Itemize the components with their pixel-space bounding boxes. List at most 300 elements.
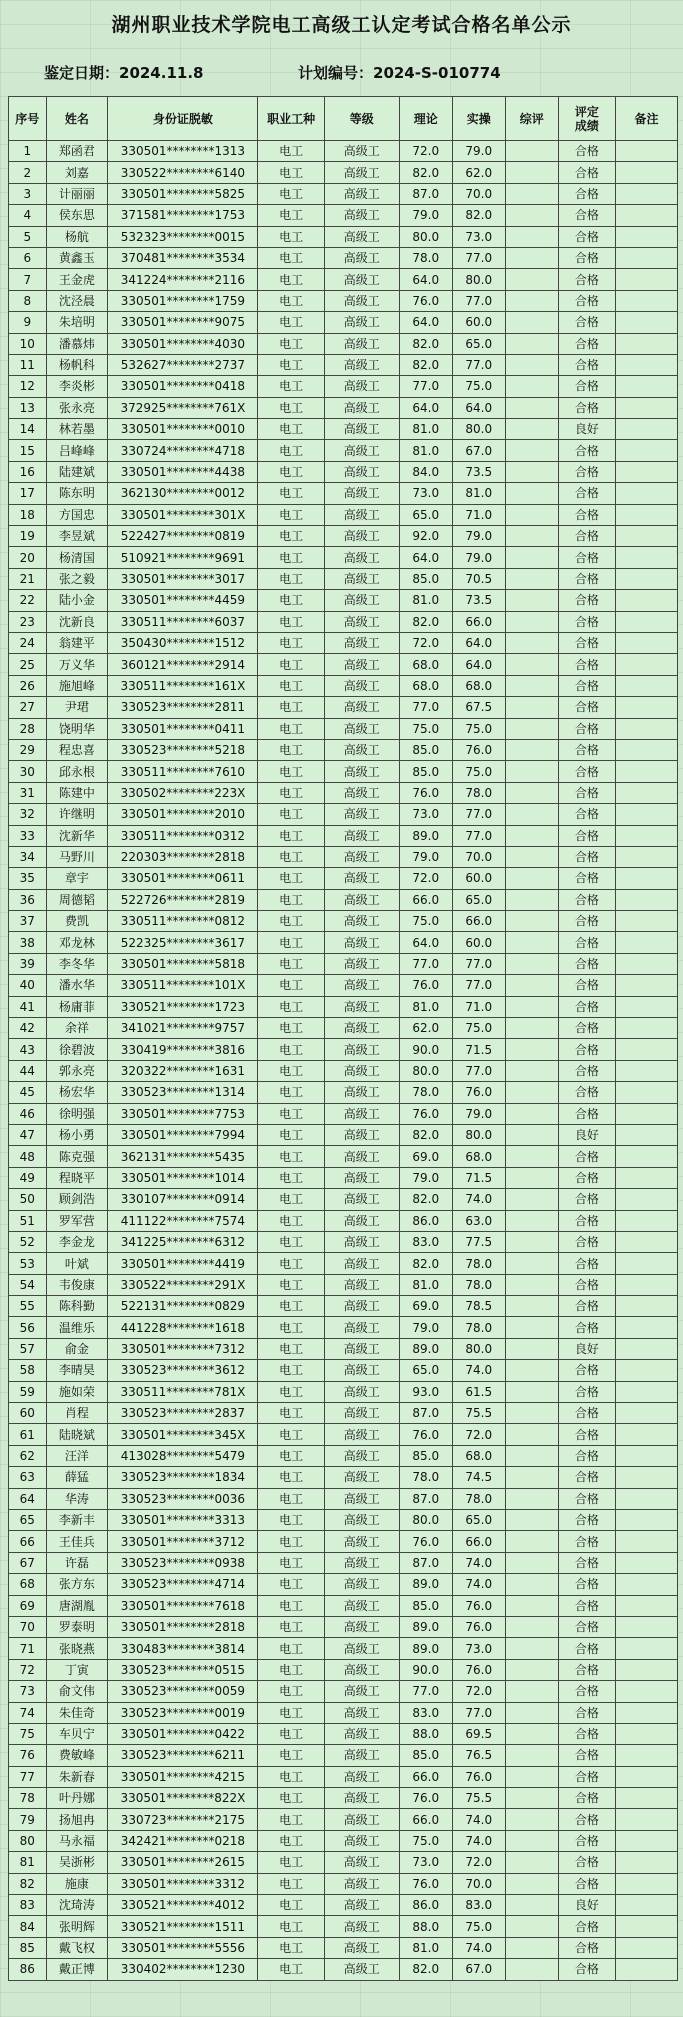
cell-note[interactable] bbox=[616, 1124, 678, 1145]
cell-level[interactable]: 高级工 bbox=[324, 975, 399, 996]
cell-name[interactable]: 许磊 bbox=[46, 1552, 108, 1573]
cell-idx[interactable]: 13 bbox=[9, 397, 47, 418]
cell-comprehensive[interactable] bbox=[505, 1895, 558, 1916]
cell-theory[interactable]: 73.0 bbox=[399, 483, 452, 504]
cell-name[interactable]: 韦俊康 bbox=[46, 1274, 108, 1295]
cell-name[interactable]: 陆晓斌 bbox=[46, 1424, 108, 1445]
cell-level[interactable]: 高级工 bbox=[324, 1039, 399, 1060]
cell-level[interactable]: 高级工 bbox=[324, 312, 399, 333]
cell-id[interactable]: 330523********1834 bbox=[108, 1467, 258, 1488]
cell-id[interactable]: 320322********1631 bbox=[108, 1060, 258, 1081]
cell-name[interactable]: 薛猛 bbox=[46, 1467, 108, 1488]
cell-theory[interactable]: 80.0 bbox=[399, 1060, 452, 1081]
cell-practice[interactable]: 66.0 bbox=[452, 911, 505, 932]
cell-note[interactable] bbox=[616, 675, 678, 696]
cell-comprehensive[interactable] bbox=[505, 718, 558, 739]
cell-name[interactable]: 郑函君 bbox=[46, 141, 108, 162]
cell-job[interactable]: 电工 bbox=[258, 911, 324, 932]
cell-name[interactable]: 张永亮 bbox=[46, 397, 108, 418]
cell-job[interactable]: 电工 bbox=[258, 953, 324, 974]
cell-id[interactable]: 370481********3534 bbox=[108, 247, 258, 268]
cell-idx[interactable]: 1 bbox=[9, 141, 47, 162]
cell-idx[interactable]: 53 bbox=[9, 1253, 47, 1274]
cell-name[interactable]: 计丽丽 bbox=[46, 183, 108, 204]
cell-id[interactable]: 522131********0829 bbox=[108, 1296, 258, 1317]
cell-comprehensive[interactable] bbox=[505, 953, 558, 974]
cell-id[interactable]: 413028********5479 bbox=[108, 1445, 258, 1466]
cell-level[interactable]: 高级工 bbox=[324, 953, 399, 974]
cell-job[interactable]: 电工 bbox=[258, 1702, 324, 1723]
cell-practice[interactable]: 74.0 bbox=[452, 1937, 505, 1958]
cell-idx[interactable]: 44 bbox=[9, 1060, 47, 1081]
cell-comprehensive[interactable] bbox=[505, 504, 558, 525]
cell-level[interactable]: 高级工 bbox=[324, 1852, 399, 1873]
cell-practice[interactable]: 75.0 bbox=[452, 1018, 505, 1039]
cell-note[interactable] bbox=[616, 1852, 678, 1873]
cell-practice[interactable]: 74.0 bbox=[452, 1830, 505, 1851]
cell-name[interactable]: 吕峰峰 bbox=[46, 440, 108, 461]
cell-note[interactable] bbox=[616, 183, 678, 204]
cell-id[interactable]: 330501********4419 bbox=[108, 1253, 258, 1274]
cell-theory[interactable]: 65.0 bbox=[399, 504, 452, 525]
cell-note[interactable] bbox=[616, 461, 678, 482]
cell-practice[interactable]: 73.5 bbox=[452, 590, 505, 611]
cell-level[interactable]: 高级工 bbox=[324, 226, 399, 247]
cell-id[interactable]: 330523********2837 bbox=[108, 1403, 258, 1424]
cell-name[interactable]: 沈新良 bbox=[46, 611, 108, 632]
cell-job[interactable]: 电工 bbox=[258, 526, 324, 547]
cell-id[interactable]: 532627********2737 bbox=[108, 354, 258, 375]
cell-practice[interactable]: 66.0 bbox=[452, 1531, 505, 1552]
cell-idx[interactable]: 49 bbox=[9, 1167, 47, 1188]
cell-level[interactable]: 高级工 bbox=[324, 397, 399, 418]
cell-name[interactable]: 施旭峰 bbox=[46, 675, 108, 696]
cell-job[interactable]: 电工 bbox=[258, 1424, 324, 1445]
cell-id[interactable]: 330501********1313 bbox=[108, 141, 258, 162]
cell-theory[interactable]: 92.0 bbox=[399, 526, 452, 547]
cell-comprehensive[interactable] bbox=[505, 419, 558, 440]
cell-theory[interactable]: 85.0 bbox=[399, 1745, 452, 1766]
cell-idx[interactable]: 29 bbox=[9, 739, 47, 760]
cell-note[interactable] bbox=[616, 568, 678, 589]
cell-id[interactable]: 330501********7618 bbox=[108, 1595, 258, 1616]
cell-practice[interactable]: 60.0 bbox=[452, 932, 505, 953]
cell-job[interactable]: 电工 bbox=[258, 205, 324, 226]
cell-theory[interactable]: 88.0 bbox=[399, 1723, 452, 1744]
cell-theory[interactable]: 81.0 bbox=[399, 996, 452, 1017]
cell-job[interactable]: 电工 bbox=[258, 1895, 324, 1916]
cell-idx[interactable]: 21 bbox=[9, 568, 47, 589]
cell-practice[interactable]: 74.0 bbox=[452, 1360, 505, 1381]
cell-comprehensive[interactable] bbox=[505, 1702, 558, 1723]
cell-theory[interactable]: 81.0 bbox=[399, 419, 452, 440]
cell-theory[interactable]: 78.0 bbox=[399, 247, 452, 268]
cell-theory[interactable]: 72.0 bbox=[399, 868, 452, 889]
cell-theory[interactable]: 85.0 bbox=[399, 761, 452, 782]
cell-idx[interactable]: 61 bbox=[9, 1424, 47, 1445]
cell-note[interactable] bbox=[616, 825, 678, 846]
cell-practice[interactable]: 82.0 bbox=[452, 205, 505, 226]
cell-job[interactable]: 电工 bbox=[258, 804, 324, 825]
cell-level[interactable]: 高级工 bbox=[324, 1403, 399, 1424]
cell-name[interactable]: 程忠喜 bbox=[46, 739, 108, 760]
cell-level[interactable]: 高级工 bbox=[324, 1937, 399, 1958]
cell-theory[interactable]: 76.0 bbox=[399, 1788, 452, 1809]
cell-job[interactable]: 电工 bbox=[258, 504, 324, 525]
cell-result[interactable]: 合格 bbox=[558, 675, 615, 696]
cell-note[interactable] bbox=[616, 269, 678, 290]
cell-practice[interactable]: 65.0 bbox=[452, 333, 505, 354]
cell-comprehensive[interactable] bbox=[505, 1809, 558, 1830]
cell-practice[interactable]: 75.5 bbox=[452, 1403, 505, 1424]
cell-level[interactable]: 高级工 bbox=[324, 1082, 399, 1103]
cell-idx[interactable]: 72 bbox=[9, 1659, 47, 1680]
cell-comprehensive[interactable] bbox=[505, 1937, 558, 1958]
cell-result[interactable]: 合格 bbox=[558, 1167, 615, 1188]
cell-level[interactable]: 高级工 bbox=[324, 1809, 399, 1830]
cell-theory[interactable]: 72.0 bbox=[399, 632, 452, 653]
cell-practice[interactable]: 74.0 bbox=[452, 1574, 505, 1595]
cell-job[interactable]: 电工 bbox=[258, 1274, 324, 1295]
cell-id[interactable]: 330501********5818 bbox=[108, 953, 258, 974]
cell-theory[interactable]: 75.0 bbox=[399, 1830, 452, 1851]
cell-comprehensive[interactable] bbox=[505, 782, 558, 803]
cell-result[interactable]: 合格 bbox=[558, 1552, 615, 1573]
cell-theory[interactable]: 64.0 bbox=[399, 932, 452, 953]
cell-note[interactable] bbox=[616, 247, 678, 268]
cell-practice[interactable]: 76.0 bbox=[452, 739, 505, 760]
cell-comprehensive[interactable] bbox=[505, 1616, 558, 1637]
cell-theory[interactable]: 82.0 bbox=[399, 611, 452, 632]
cell-note[interactable] bbox=[616, 1210, 678, 1231]
cell-id[interactable]: 330511********101X bbox=[108, 975, 258, 996]
cell-level[interactable]: 高级工 bbox=[324, 1916, 399, 1937]
cell-name[interactable]: 王佳兵 bbox=[46, 1531, 108, 1552]
cell-theory[interactable]: 82.0 bbox=[399, 354, 452, 375]
cell-result[interactable]: 合格 bbox=[558, 1723, 615, 1744]
cell-id[interactable]: 330511********781X bbox=[108, 1381, 258, 1402]
cell-note[interactable] bbox=[616, 1274, 678, 1295]
cell-id[interactable]: 330511********6037 bbox=[108, 611, 258, 632]
cell-comprehensive[interactable] bbox=[505, 440, 558, 461]
cell-practice[interactable]: 76.0 bbox=[452, 1766, 505, 1787]
cell-job[interactable]: 电工 bbox=[258, 1723, 324, 1744]
cell-id[interactable]: 330501********1759 bbox=[108, 290, 258, 311]
cell-id[interactable]: 330501********3017 bbox=[108, 568, 258, 589]
cell-note[interactable] bbox=[616, 1937, 678, 1958]
cell-name[interactable]: 张之毅 bbox=[46, 568, 108, 589]
cell-note[interactable] bbox=[616, 1253, 678, 1274]
cell-id[interactable]: 330501********2010 bbox=[108, 804, 258, 825]
cell-comprehensive[interactable] bbox=[505, 312, 558, 333]
cell-practice[interactable]: 72.0 bbox=[452, 1681, 505, 1702]
cell-result[interactable]: 合格 bbox=[558, 697, 615, 718]
cell-note[interactable] bbox=[616, 1552, 678, 1573]
cell-theory[interactable]: 79.0 bbox=[399, 846, 452, 867]
cell-id[interactable]: 522325********3617 bbox=[108, 932, 258, 953]
cell-theory[interactable]: 65.0 bbox=[399, 1360, 452, 1381]
cell-level[interactable]: 高级工 bbox=[324, 1681, 399, 1702]
cell-idx[interactable]: 16 bbox=[9, 461, 47, 482]
cell-name[interactable]: 王金虎 bbox=[46, 269, 108, 290]
cell-note[interactable] bbox=[616, 1381, 678, 1402]
cell-theory[interactable]: 81.0 bbox=[399, 1274, 452, 1295]
cell-note[interactable] bbox=[616, 846, 678, 867]
cell-job[interactable]: 电工 bbox=[258, 611, 324, 632]
cell-practice[interactable]: 76.0 bbox=[452, 1616, 505, 1637]
cell-practice[interactable]: 78.0 bbox=[452, 1317, 505, 1338]
cell-result[interactable]: 合格 bbox=[558, 1595, 615, 1616]
cell-theory[interactable]: 85.0 bbox=[399, 568, 452, 589]
cell-job[interactable]: 电工 bbox=[258, 1338, 324, 1359]
cell-comprehensive[interactable] bbox=[505, 247, 558, 268]
cell-level[interactable]: 高级工 bbox=[324, 269, 399, 290]
cell-name[interactable]: 陆小金 bbox=[46, 590, 108, 611]
cell-idx[interactable]: 34 bbox=[9, 846, 47, 867]
cell-idx[interactable]: 19 bbox=[9, 526, 47, 547]
cell-comprehensive[interactable] bbox=[505, 397, 558, 418]
cell-note[interactable] bbox=[616, 1082, 678, 1103]
cell-level[interactable]: 高级工 bbox=[324, 1510, 399, 1531]
cell-comprehensive[interactable] bbox=[505, 632, 558, 653]
cell-idx[interactable]: 79 bbox=[9, 1809, 47, 1830]
cell-level[interactable]: 高级工 bbox=[324, 461, 399, 482]
cell-idx[interactable]: 2 bbox=[9, 162, 47, 183]
cell-level[interactable]: 高级工 bbox=[324, 1616, 399, 1637]
cell-comprehensive[interactable] bbox=[505, 846, 558, 867]
cell-result[interactable]: 合格 bbox=[558, 932, 615, 953]
cell-comprehensive[interactable] bbox=[505, 141, 558, 162]
cell-theory[interactable]: 77.0 bbox=[399, 1681, 452, 1702]
cell-name[interactable]: 杨航 bbox=[46, 226, 108, 247]
cell-name[interactable]: 张方东 bbox=[46, 1574, 108, 1595]
cell-job[interactable]: 电工 bbox=[258, 1638, 324, 1659]
cell-name[interactable]: 侯东思 bbox=[46, 205, 108, 226]
cell-job[interactable]: 电工 bbox=[258, 1360, 324, 1381]
cell-comprehensive[interactable] bbox=[505, 868, 558, 889]
cell-id[interactable]: 330501********0010 bbox=[108, 419, 258, 440]
cell-level[interactable]: 高级工 bbox=[324, 1274, 399, 1295]
cell-comprehensive[interactable] bbox=[505, 1424, 558, 1445]
cell-name[interactable]: 潘水华 bbox=[46, 975, 108, 996]
cell-practice[interactable]: 78.0 bbox=[452, 1253, 505, 1274]
cell-level[interactable]: 高级工 bbox=[324, 1638, 399, 1659]
cell-idx[interactable]: 23 bbox=[9, 611, 47, 632]
cell-note[interactable] bbox=[616, 1745, 678, 1766]
cell-job[interactable]: 电工 bbox=[258, 825, 324, 846]
cell-practice[interactable]: 81.0 bbox=[452, 483, 505, 504]
cell-idx[interactable]: 58 bbox=[9, 1360, 47, 1381]
cell-note[interactable] bbox=[616, 718, 678, 739]
cell-idx[interactable]: 3 bbox=[9, 183, 47, 204]
cell-note[interactable] bbox=[616, 996, 678, 1017]
cell-result[interactable]: 合格 bbox=[558, 1274, 615, 1295]
cell-theory[interactable]: 87.0 bbox=[399, 183, 452, 204]
cell-result[interactable]: 合格 bbox=[558, 1082, 615, 1103]
cell-comprehensive[interactable] bbox=[505, 1338, 558, 1359]
cell-id[interactable]: 330523********2811 bbox=[108, 697, 258, 718]
cell-result[interactable]: 合格 bbox=[558, 397, 615, 418]
cell-idx[interactable]: 14 bbox=[9, 419, 47, 440]
cell-note[interactable] bbox=[616, 1766, 678, 1787]
cell-theory[interactable]: 90.0 bbox=[399, 1659, 452, 1680]
cell-practice[interactable]: 70.0 bbox=[452, 846, 505, 867]
cell-id[interactable]: 330501********5825 bbox=[108, 183, 258, 204]
cell-theory[interactable]: 79.0 bbox=[399, 205, 452, 226]
cell-idx[interactable]: 81 bbox=[9, 1852, 47, 1873]
cell-comprehensive[interactable] bbox=[505, 1253, 558, 1274]
cell-result[interactable]: 合格 bbox=[558, 1467, 615, 1488]
cell-note[interactable] bbox=[616, 1467, 678, 1488]
cell-theory[interactable]: 81.0 bbox=[399, 590, 452, 611]
cell-level[interactable]: 高级工 bbox=[324, 1296, 399, 1317]
cell-job[interactable]: 电工 bbox=[258, 247, 324, 268]
cell-theory[interactable]: 84.0 bbox=[399, 461, 452, 482]
cell-idx[interactable]: 32 bbox=[9, 804, 47, 825]
cell-id[interactable]: 330501********822X bbox=[108, 1788, 258, 1809]
cell-id[interactable]: 330501********1014 bbox=[108, 1167, 258, 1188]
cell-job[interactable]: 电工 bbox=[258, 739, 324, 760]
cell-level[interactable]: 高级工 bbox=[324, 526, 399, 547]
cell-level[interactable]: 高级工 bbox=[324, 611, 399, 632]
cell-name[interactable]: 刘嘉 bbox=[46, 162, 108, 183]
cell-idx[interactable]: 52 bbox=[9, 1231, 47, 1252]
cell-theory[interactable]: 78.0 bbox=[399, 1082, 452, 1103]
cell-note[interactable] bbox=[616, 162, 678, 183]
cell-practice[interactable]: 72.0 bbox=[452, 1852, 505, 1873]
cell-practice[interactable]: 68.0 bbox=[452, 675, 505, 696]
cell-level[interactable]: 高级工 bbox=[324, 996, 399, 1017]
cell-level[interactable]: 高级工 bbox=[324, 1574, 399, 1595]
header-comprehensive[interactable]: 综评 bbox=[505, 97, 558, 141]
cell-note[interactable] bbox=[616, 932, 678, 953]
cell-result[interactable]: 合格 bbox=[558, 1659, 615, 1680]
cell-job[interactable]: 电工 bbox=[258, 1381, 324, 1402]
cell-name[interactable]: 杨帆科 bbox=[46, 354, 108, 375]
cell-job[interactable]: 电工 bbox=[258, 1060, 324, 1081]
cell-level[interactable]: 高级工 bbox=[324, 141, 399, 162]
cell-practice[interactable]: 78.5 bbox=[452, 1296, 505, 1317]
cell-practice[interactable]: 76.0 bbox=[452, 1659, 505, 1680]
cell-name[interactable]: 程晓平 bbox=[46, 1167, 108, 1188]
cell-result[interactable]: 合格 bbox=[558, 1638, 615, 1659]
cell-note[interactable] bbox=[616, 1809, 678, 1830]
cell-result[interactable]: 合格 bbox=[558, 1788, 615, 1809]
cell-note[interactable] bbox=[616, 1167, 678, 1188]
cell-name[interactable]: 饶明华 bbox=[46, 718, 108, 739]
cell-note[interactable] bbox=[616, 1338, 678, 1359]
cell-idx[interactable]: 56 bbox=[9, 1317, 47, 1338]
cell-level[interactable]: 高级工 bbox=[324, 1488, 399, 1509]
cell-id[interactable]: 330523********1314 bbox=[108, 1082, 258, 1103]
cell-id[interactable]: 341225********6312 bbox=[108, 1231, 258, 1252]
cell-comprehensive[interactable] bbox=[505, 1189, 558, 1210]
cell-name[interactable]: 陈建中 bbox=[46, 782, 108, 803]
cell-theory[interactable]: 87.0 bbox=[399, 1552, 452, 1573]
cell-idx[interactable]: 50 bbox=[9, 1189, 47, 1210]
cell-note[interactable] bbox=[616, 1039, 678, 1060]
cell-job[interactable]: 电工 bbox=[258, 1296, 324, 1317]
cell-id[interactable]: 330502********223X bbox=[108, 782, 258, 803]
cell-theory[interactable]: 62.0 bbox=[399, 1018, 452, 1039]
cell-id[interactable]: 330523********3612 bbox=[108, 1360, 258, 1381]
cell-job[interactable]: 电工 bbox=[258, 590, 324, 611]
cell-result[interactable]: 合格 bbox=[558, 1937, 615, 1958]
cell-level[interactable]: 高级工 bbox=[324, 654, 399, 675]
cell-level[interactable]: 高级工 bbox=[324, 1210, 399, 1231]
cell-name[interactable]: 杨庸菲 bbox=[46, 996, 108, 1017]
cell-note[interactable] bbox=[616, 1317, 678, 1338]
cell-practice[interactable]: 79.0 bbox=[452, 141, 505, 162]
cell-job[interactable]: 电工 bbox=[258, 1937, 324, 1958]
cell-theory[interactable]: 82.0 bbox=[399, 1124, 452, 1145]
cell-id[interactable]: 330523********4714 bbox=[108, 1574, 258, 1595]
cell-job[interactable]: 电工 bbox=[258, 1830, 324, 1851]
cell-result[interactable]: 合格 bbox=[558, 761, 615, 782]
cell-name[interactable]: 施如荣 bbox=[46, 1381, 108, 1402]
cell-theory[interactable]: 89.0 bbox=[399, 1638, 452, 1659]
cell-comprehensive[interactable] bbox=[505, 1723, 558, 1744]
cell-theory[interactable]: 75.0 bbox=[399, 911, 452, 932]
cell-id[interactable]: 342421********0218 bbox=[108, 1830, 258, 1851]
cell-practice[interactable]: 77.0 bbox=[452, 975, 505, 996]
cell-name[interactable]: 陈科勤 bbox=[46, 1296, 108, 1317]
cell-name[interactable]: 许继明 bbox=[46, 804, 108, 825]
cell-name[interactable]: 尹珺 bbox=[46, 697, 108, 718]
cell-result[interactable]: 合格 bbox=[558, 1189, 615, 1210]
cell-id[interactable]: 330523********0036 bbox=[108, 1488, 258, 1509]
cell-level[interactable]: 高级工 bbox=[324, 440, 399, 461]
cell-name[interactable]: 叶丹娜 bbox=[46, 1788, 108, 1809]
cell-id[interactable]: 330501********0411 bbox=[108, 718, 258, 739]
cell-name[interactable]: 陈克强 bbox=[46, 1146, 108, 1167]
cell-theory[interactable]: 68.0 bbox=[399, 654, 452, 675]
cell-result[interactable]: 合格 bbox=[558, 1766, 615, 1787]
cell-result[interactable]: 合格 bbox=[558, 461, 615, 482]
cell-note[interactable] bbox=[616, 782, 678, 803]
cell-comprehensive[interactable] bbox=[505, 1018, 558, 1039]
cell-theory[interactable]: 76.0 bbox=[399, 290, 452, 311]
cell-result[interactable]: 合格 bbox=[558, 1510, 615, 1531]
cell-level[interactable]: 高级工 bbox=[324, 205, 399, 226]
cell-idx[interactable]: 12 bbox=[9, 376, 47, 397]
cell-level[interactable]: 高级工 bbox=[324, 1253, 399, 1274]
cell-id[interactable]: 330523********0019 bbox=[108, 1702, 258, 1723]
cell-job[interactable]: 电工 bbox=[258, 675, 324, 696]
cell-comprehensive[interactable] bbox=[505, 1510, 558, 1531]
cell-theory[interactable]: 75.0 bbox=[399, 718, 452, 739]
cell-comprehensive[interactable] bbox=[505, 526, 558, 547]
cell-job[interactable]: 电工 bbox=[258, 290, 324, 311]
cell-result[interactable]: 合格 bbox=[558, 1060, 615, 1081]
cell-practice[interactable]: 75.0 bbox=[452, 761, 505, 782]
cell-practice[interactable]: 77.0 bbox=[452, 1702, 505, 1723]
cell-job[interactable]: 电工 bbox=[258, 718, 324, 739]
cell-comprehensive[interactable] bbox=[505, 761, 558, 782]
cell-theory[interactable]: 89.0 bbox=[399, 1338, 452, 1359]
cell-practice[interactable]: 77.0 bbox=[452, 290, 505, 311]
cell-level[interactable]: 高级工 bbox=[324, 1788, 399, 1809]
cell-result[interactable]: 合格 bbox=[558, 141, 615, 162]
cell-id[interactable]: 522726********2819 bbox=[108, 889, 258, 910]
cell-comprehensive[interactable] bbox=[505, 1638, 558, 1659]
cell-idx[interactable]: 39 bbox=[9, 953, 47, 974]
cell-idx[interactable]: 55 bbox=[9, 1296, 47, 1317]
cell-level[interactable]: 高级工 bbox=[324, 1723, 399, 1744]
cell-comprehensive[interactable] bbox=[505, 461, 558, 482]
cell-id[interactable]: 330523********0059 bbox=[108, 1681, 258, 1702]
cell-job[interactable]: 电工 bbox=[258, 568, 324, 589]
